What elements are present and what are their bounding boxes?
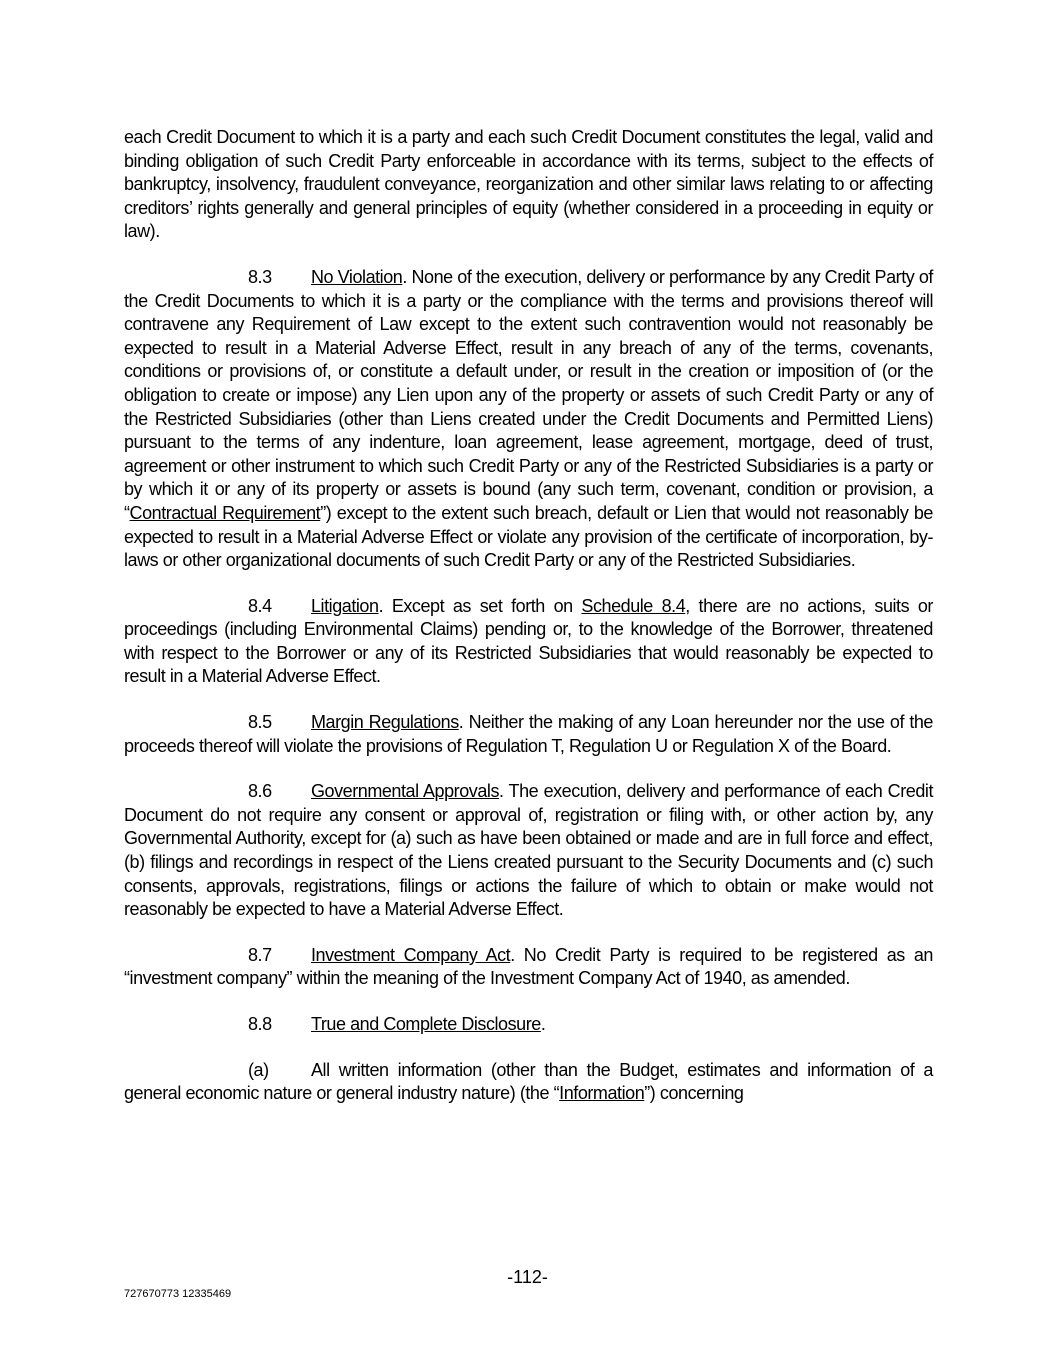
section-text: . The execution, delivery and performance of each Credit Document do not require any consent or approval of, registration or filing with, or other action by, any Governmental Authority, except for (a) such as have been obtained or made and are in full force and effect, (b) filings and recordings in respect of the Liens created pursuant to the Security Documents and (c) such consents, approvals, registrations, filings or actions the failure of which to obtain or make would not reasonably be expected to have a Material Adverse Effect. xyxy=(124,781,933,920)
paragraph-continuation xyxy=(124,126,933,244)
section-number: 8.7 xyxy=(248,944,272,965)
section-text: . Neither the making of any Loan hereunder nor the use of the proceeds thereof will violate the provisions of Regulation T, Regulation U or Regulation X of the Board. xyxy=(124,712,933,756)
section-text: . Except as set forth on xyxy=(378,595,582,616)
section-8-8-a xyxy=(124,1059,933,1106)
defined-term: Contractual Requirement xyxy=(129,502,321,523)
section-number: 8.5 xyxy=(248,712,272,733)
section-number: 8.3 xyxy=(248,266,272,287)
section-text: . None of the execution, delivery or performance by any Credit Party of the Credit Documents to which it is a party or the compliance with the terms and provisions thereof will contravene any Requirement of Law except to the extent such contravention would not reasonably be expected to result in a Material Adverse Effect, result in any breach of any of the terms, covenants, conditions or provisions of, or constitute a default under, or result in the creation or imposition of (or the obligation to create or impose) any Lien upon any of the property or assets of such Credit Party or any of the Restricted Subsidiaries (other than Liens created under the Credit Documents and Permitted Liens) pursuant to the terms of any indenture, loan agreement, lease agreement, mortgage, deed of trust, agreement or other instrument to which such Credit Party or any of the Restricted Subsidiaries is a party or by which it or any of its property or assets is bound (any such term, covenant, condition or provision, a “ xyxy=(124,266,933,523)
section-8-5 xyxy=(124,711,933,758)
defined-term: Information xyxy=(559,1083,645,1104)
section-heading: Investment Company Act xyxy=(311,944,511,965)
section-heading: Litigation xyxy=(311,595,379,616)
section-number: 8.4 xyxy=(248,595,272,616)
section-8-3 xyxy=(124,266,933,573)
schedule-reference: Schedule 8.4 xyxy=(581,595,686,616)
section-number: 8.6 xyxy=(248,781,272,802)
section-text: . xyxy=(540,1014,546,1034)
subsection-number: (a) xyxy=(248,1059,269,1080)
section-text: , there are no actions, suits or proceedings (including Environmental Claims) pending or, to the knowledge of the Borrower, threatened with respect to the Borrower or any of its Restricted Subsidiaries that would reasonably be expected to result in a Material Adverse Effect. xyxy=(124,595,933,687)
section-text: ”) except to the extent such breach, default or Lien that would not reasonably be expected to result in a Material Adverse Effect or violate any provision of the certificate of incorporation, by-laws or other organizational documents of such Credit Party or any of the Restricted Subsidiaries. xyxy=(124,502,933,571)
section-heading: True and Complete Disclosure xyxy=(311,1014,541,1034)
section-heading: Margin Regulations xyxy=(311,712,459,733)
paragraph-text: each Credit Document to which it is a party and each such Credit Document constitutes the legal, valid and binding obligation of such Credit Party enforceable in accordance with its terms, subject to the effects of bankruptcy, insolvency, fraudulent conveyance, reorganization and other similar laws relating to or affecting creditors’ rights generally and general principles of equity (whether considered in a proceeding in equity or law). xyxy=(124,127,933,242)
section-text: All written information (other than the Budget, estimates and information of a general economic nature or general industry nature) (the “ xyxy=(124,1059,933,1104)
page-number: -112- xyxy=(507,1267,548,1287)
section-heading: Governmental Approvals xyxy=(311,781,499,802)
section-text: . No Credit Party is required to be registered as an “investment company” within the meaning of the Investment Company Act of 1940, as amended. xyxy=(124,944,933,989)
section-heading: No Violation xyxy=(311,266,403,287)
section-8-8 xyxy=(124,1013,933,1037)
section-8-4 xyxy=(124,595,933,689)
document-code: 727670773 12335469 xyxy=(124,1288,232,1300)
section-text: ”) concerning xyxy=(644,1083,744,1104)
section-number: 8.8 xyxy=(248,1014,272,1034)
document-body xyxy=(124,126,933,1128)
section-8-6 xyxy=(124,780,933,922)
section-8-7 xyxy=(124,944,933,991)
